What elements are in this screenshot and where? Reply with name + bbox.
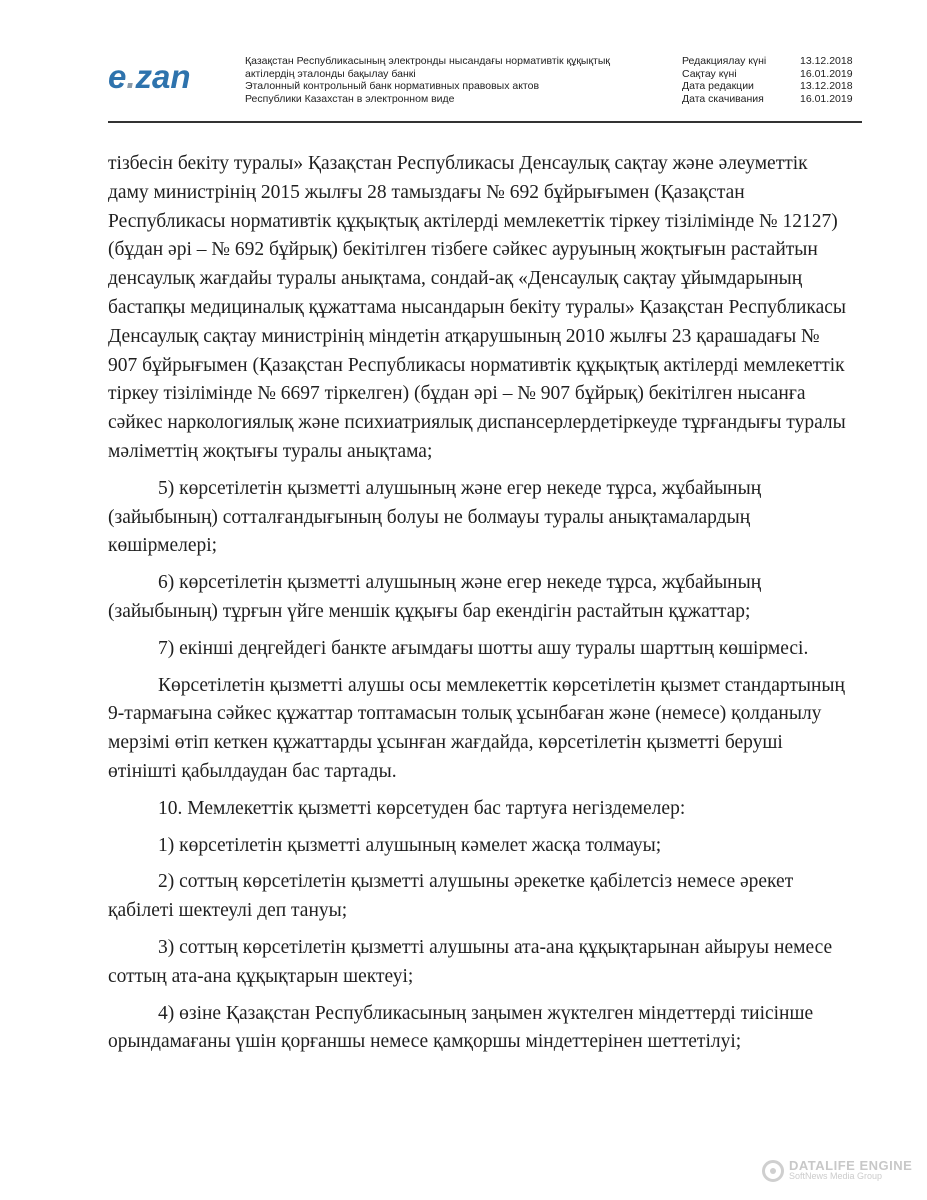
header-meta — [682, 55, 853, 105]
meta-label: Дата скачивания — [682, 92, 764, 105]
meta-row-save-date-kz — [682, 68, 853, 81]
watermark-subtitle: SoftNews Media Group — [789, 1171, 883, 1181]
paragraph-section-10: 10. Мемлекеттік қызметті көрсетуден бас тартуға негіздемелер: — [158, 797, 686, 819]
header-desc-line: Қазақстан Республикасының электронды нысандағы нормативтік құқықтық — [245, 55, 611, 67]
meta-value: 13.12.2018 — [800, 55, 853, 67]
watermark-text — [789, 1160, 912, 1182]
ezan-logo[interactable] — [108, 58, 191, 96]
logo-suffix: zan — [135, 58, 191, 95]
logo-prefix: e — [108, 58, 127, 95]
paragraph-ground-3: 3) соттың көрсетілетін қызметті алушыны ата-ана құқықтарынан айыруы немесе соттың ата-ана құқықтарын шектеуі; — [108, 936, 833, 987]
paragraph-item-7: 7) екінші деңгейдегі банкте ағымдағы шотты ашу туралы шарттың көшірмесі. — [158, 637, 809, 659]
header-desc-line: актілердің эталонды бақылау банкі — [245, 67, 416, 80]
header-description — [245, 55, 610, 105]
meta-row-edit-date-ru — [682, 80, 853, 93]
meta-label: Дата редакции — [682, 80, 754, 92]
meta-row-edit-date-kz — [682, 55, 853, 68]
paragraph-ground-2: 2) соттың көрсетілетін қызметті алушыны әрекетке қабілетсіз немесе әрекет қабілеті шектеулі деп тануы; — [108, 871, 794, 922]
paragraph-ground-1: 1) көрсетілетін қызметті алушының кәмелет жасқа толмауы; — [158, 834, 662, 856]
datalife-logo-icon — [762, 1160, 784, 1182]
paragraph-refusal-note: Көрсетілетін қызметті алушы осы мемлекеттік көрсетілетін қызмет стандартының 9-тармағына сәйкес құжаттар топтамасын толық ұсынбаған және (немесе) қолданылу мерзімі өтіп кеткен құжаттарды ұсынған жағдайда, көрсетілетін қызметті беруші өтінішті қабылдаудан бас тартады. — [108, 674, 845, 782]
meta-value: 16.01.2019 — [800, 92, 853, 105]
watermark-title: DATALIFE ENGINE — [789, 1158, 913, 1173]
logo-dot: . — [126, 58, 136, 95]
header-desc-line: Эталонный контрольный банк нормативных правовых актов — [245, 80, 540, 92]
meta-value: 16.01.2019 — [800, 67, 853, 80]
meta-label: Редакциялау күні — [682, 55, 767, 67]
meta-value: 13.12.2018 — [800, 80, 853, 92]
document-header — [108, 52, 862, 122]
header-desc-line: Республики Казахстан в электронном виде — [245, 92, 455, 105]
paragraph-ground-4: 4) өзіне Қазақстан Республикасының заңымен жүктелген міндеттерді тиісінше орындамағаны үшін қорғаншы немесе қамқоршы міндеттерінен шеттетілуі; — [108, 1002, 814, 1053]
meta-row-download-date-ru — [682, 93, 853, 106]
paragraph-continuation: тізбесін бекіту туралы» Қазақстан Республикасы Денсаулық сақтау және әлеуметтік даму министрінің 2015 жылғы 28 тамыздағы № 692 бұйрығымен (Қазақстан Республикасы нормативтік құқықтық актілерді мемлекеттік тіркеу тізілімінде № 12127) (бұдан әрі – № 692 бұйрық) бекітілген тізбеге сәйкес ауруының жоқтығын растайтын денсаулық жағдайы туралы анықтама, сондай-ақ «Денсаулық сақтау ұйымдарының бастапқы медициналық құжаттама нысандарын бекіту туралы» Қазақстан Республикасы Денсаулық сақтау министрінің міндетін атқарушының 2010 жылғы 23 қарашадағы № 907 бұйрығымен (Қазақстан Республикасы нормативтік құқықтық актілерді мемлекеттік тіркеу тізілімінде № 6697 тіркелген) (бұдан әрі – № 907 бұйрық) бекітілген нысанға сәйкес наркологиялық және психиатриялық диспансерлердетіркеуде тұрғандығы туралы мәліметтің жоқтығы туралы анықтама; — [108, 153, 846, 462]
document-body — [108, 150, 853, 1065]
paragraph-item-5: 5) көрсетілетін қызметті алушының және егер некеде тұрса, жұбайының (зайыбының) сотталғандығының болуы не болмауы туралы анықтамалардың көшірмелері; — [108, 477, 762, 557]
meta-label: Сақтау күні — [682, 67, 737, 80]
header-divider — [108, 121, 862, 123]
datalife-watermark — [762, 1160, 912, 1182]
paragraph-item-6: 6) көрсетілетін қызметті алушының және егер некеде тұрса, жұбайының (зайыбының) тұрғын үйге меншік құқығы бар екендігін растайтын құжаттар; — [108, 572, 762, 622]
